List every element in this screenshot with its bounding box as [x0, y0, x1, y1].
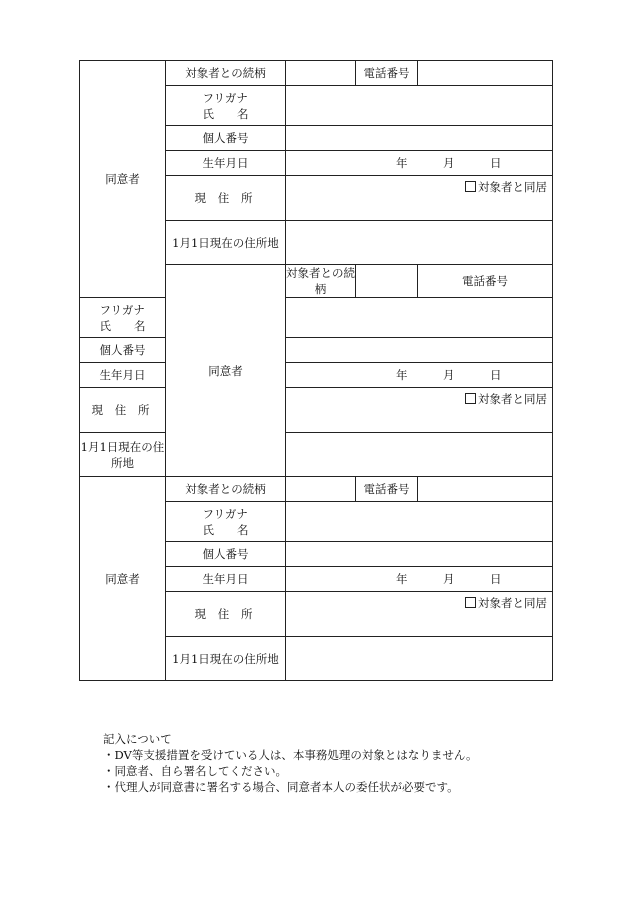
year-label: 年 — [396, 572, 408, 586]
dob-label: 生年月日 — [80, 363, 166, 388]
name-field[interactable] — [286, 86, 553, 126]
checkbox-icon[interactable] — [465, 181, 476, 192]
furigana-name-label — [166, 86, 286, 126]
my-number-field[interactable] — [286, 542, 553, 567]
furigana-label: フリガナ — [202, 90, 248, 105]
cohabit-option[interactable]: 対象者と同居 — [465, 179, 547, 195]
year-label: 年 — [396, 368, 408, 382]
block-1-relation-row — [80, 61, 553, 86]
address-field[interactable] — [286, 388, 553, 433]
name-label: 氏 名 — [99, 318, 146, 333]
checkbox-icon[interactable] — [465, 393, 476, 404]
relation-field[interactable] — [286, 61, 356, 86]
furigana-name-label — [80, 298, 166, 338]
jan1-address-field[interactable] — [286, 433, 553, 477]
note-item: ・代理人が同意書に署名する場合、同意者本人の委任状が必要です。 — [103, 780, 459, 794]
phone-field[interactable] — [418, 477, 553, 502]
name-field[interactable] — [286, 298, 553, 338]
jan1-address-field[interactable] — [286, 221, 553, 265]
month-label: 月 — [443, 368, 455, 382]
block-2-mynumber-row — [80, 338, 553, 363]
dob-field[interactable] — [286, 363, 553, 388]
phone-label: 電話番号 — [418, 265, 553, 298]
address-label: 現 住 所 — [166, 176, 286, 221]
dob-field[interactable] — [286, 567, 553, 592]
block-2-dob-row — [80, 363, 553, 388]
relation-field[interactable] — [356, 265, 418, 298]
relation-label: 対象者との続柄 — [166, 477, 286, 502]
furigana-label: フリガナ — [99, 302, 145, 317]
furigana-name-label — [166, 502, 286, 542]
consenter-label: 同意者 — [80, 477, 166, 681]
block-2-address-row — [80, 388, 553, 433]
month-label: 月 — [443, 572, 455, 586]
block-3-relation-row — [80, 477, 553, 502]
address-field[interactable] — [286, 176, 553, 221]
block-2-jan1-row — [80, 433, 553, 477]
my-number-label: 個人番号 — [166, 542, 286, 567]
furigana-label: フリガナ — [202, 506, 248, 521]
my-number-label: 個人番号 — [80, 338, 166, 363]
note-item: ・同意者、自ら署名してください。 — [103, 764, 287, 778]
note-item: ・DV等支援措置を受けている人は、本事務処理の対象とはなりません。 — [103, 748, 478, 762]
my-number-label: 個人番号 — [166, 126, 286, 151]
relation-field[interactable] — [286, 477, 356, 502]
consenter-label: 同意者 — [80, 61, 166, 298]
day-label: 日 — [490, 156, 502, 170]
consent-form-table — [79, 60, 553, 681]
name-label: 氏 名 — [202, 522, 249, 537]
jan1-address-label: 1月1日現在の住所地 — [166, 637, 286, 681]
day-label: 日 — [490, 572, 502, 586]
address-label: 現 住 所 — [166, 592, 286, 637]
dob-label: 生年月日 — [166, 567, 286, 592]
jan1-address-label: 1月1日現在の住所地 — [80, 433, 166, 477]
address-label: 現 住 所 — [80, 388, 166, 433]
address-field[interactable] — [286, 592, 553, 637]
checkbox-icon[interactable] — [465, 597, 476, 608]
month-label: 月 — [443, 156, 455, 170]
dob-field[interactable] — [286, 151, 553, 176]
notes-title: 記入について — [103, 732, 172, 746]
relation-label: 対象者との続柄 — [166, 61, 286, 86]
phone-field[interactable] — [418, 61, 553, 86]
my-number-field[interactable] — [286, 338, 553, 363]
phone-label: 電話番号 — [356, 477, 418, 502]
cohabit-option[interactable]: 対象者と同居 — [465, 391, 547, 407]
dob-label: 生年月日 — [166, 151, 286, 176]
cohabit-option[interactable]: 対象者と同居 — [465, 595, 547, 611]
name-label: 氏 名 — [202, 106, 249, 121]
my-number-field[interactable] — [286, 126, 553, 151]
year-label: 年 — [396, 156, 408, 170]
notes-section — [103, 731, 478, 795]
consenter-label: 同意者 — [166, 265, 286, 477]
name-field[interactable] — [286, 502, 553, 542]
phone-label: 電話番号 — [356, 61, 418, 86]
jan1-address-field[interactable] — [286, 637, 553, 681]
relation-label: 対象者との続柄 — [286, 266, 355, 296]
jan1-address-label: 1月1日現在の住所地 — [166, 221, 286, 265]
block-2-name-row — [80, 298, 553, 338]
day-label: 日 — [490, 368, 502, 382]
